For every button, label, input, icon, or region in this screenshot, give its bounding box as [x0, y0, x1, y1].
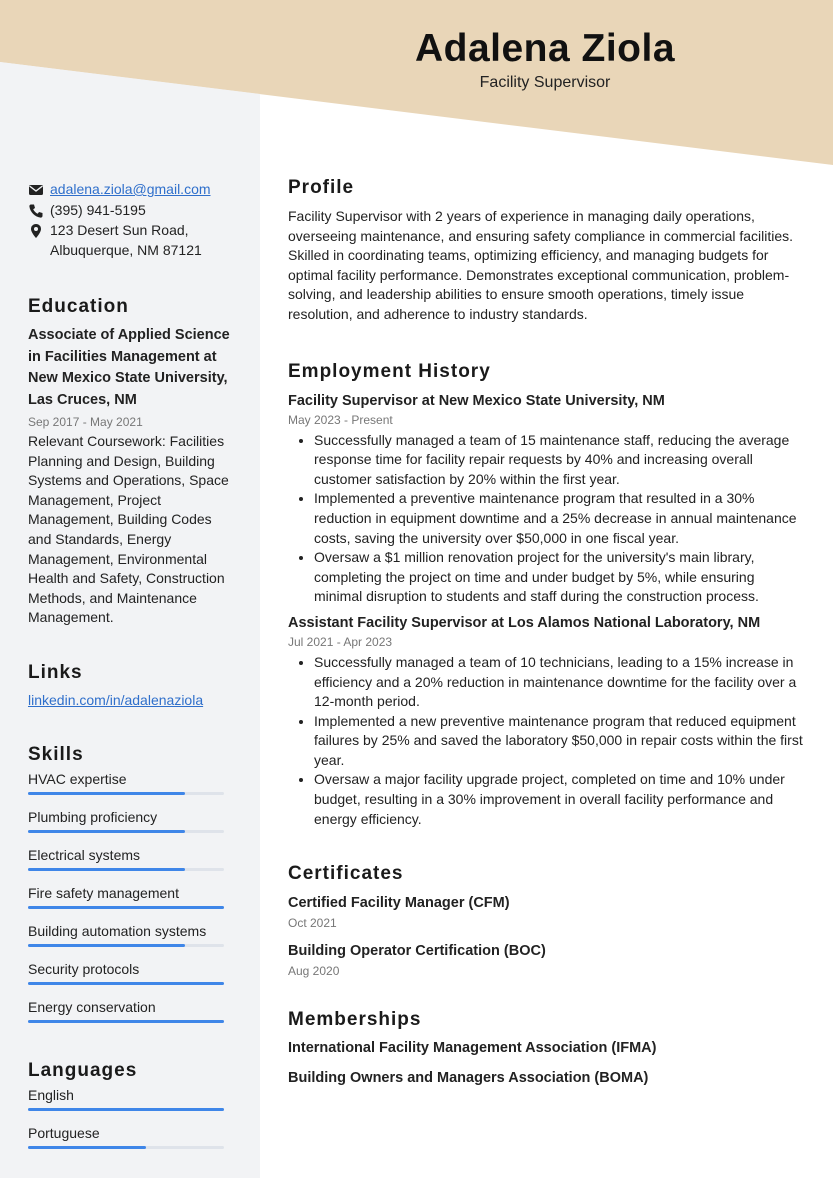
level-bar-track [28, 982, 224, 985]
level-bar-track [28, 830, 224, 833]
skill-label: Fire safety management [28, 884, 179, 901]
skill-label: Energy conservation [28, 998, 156, 1015]
level-bar-track [28, 944, 224, 947]
skill-label: Security protocols [28, 960, 140, 977]
linkedin-link[interactable]: linkedin.com/in/adalenaziola [28, 691, 204, 708]
level-bar-track [28, 1108, 224, 1111]
level-bar-fill [28, 830, 185, 833]
skills-list [28, 768, 233, 1034]
memberships-heading: Memberships [288, 1009, 422, 1031]
education-degree: Associate of Applied Science in Facilities Management at New Mexico State University, Las Cruces, NM [28, 327, 230, 408]
employment-heading: Employment History [288, 360, 491, 382]
level-bar-fill [28, 868, 185, 871]
job-bullet: • Successfully managed a team of 10 technicians, leading to a 15% increase in efficiency and a 20% reduction in maintenance downtime for the facility over a 12-month period. [314, 653, 803, 712]
membership-item: International Facility Management Association (IFMA) [288, 1040, 657, 1057]
level-bar-fill [28, 1146, 146, 1149]
level-bar-track [28, 1020, 224, 1023]
education-section [28, 296, 233, 628]
level-bar-fill [28, 1020, 224, 1023]
job-title: Assistant Facility Supervisor at Los Alamos National Laboratory, NM [288, 614, 761, 631]
level-bar-track [28, 1146, 224, 1149]
certificate-title: Building Operator Certification (BOC) [288, 943, 546, 960]
job-bullet: • Implemented a new preventive maintenance program that reduced equipment failures by 25% and saved the laboratory $50,000 in repair costs within the first year. [314, 712, 803, 771]
contact-phone [28, 201, 233, 221]
skill-item [28, 958, 233, 996]
resume-header [414, 26, 676, 92]
candidate-name: Adalena Ziola [414, 27, 676, 70]
level-bar-fill [28, 1108, 224, 1111]
envelope-icon [28, 182, 44, 198]
job-entry [288, 613, 803, 829]
level-bar-fill [28, 982, 224, 985]
certificate-entry [288, 893, 803, 932]
job-title: Facility Supervisor at New Mexico State University, NM [288, 392, 665, 409]
job-bullet: • Implemented a preventive maintenance program that resulted in a 30% reduction in equipment downtime and a 25% decrease in annual maintenance costs, saving the university over $50,000 in one fiscal year. [314, 489, 803, 548]
job-entry [288, 391, 803, 607]
membership-list [288, 1038, 803, 1088]
skill-item [28, 920, 233, 958]
profile-section [288, 176, 803, 325]
languages-heading: Languages [28, 1059, 138, 1081]
main-column [288, 176, 803, 1088]
skill-item [28, 882, 233, 920]
job-list [288, 391, 803, 830]
skills-heading: Skills [28, 743, 84, 765]
certificates-heading: Certificates [288, 863, 404, 885]
education-heading: Education [28, 296, 129, 317]
profile-text: Facility Supervisor with 2 years of experience in managing daily operations, overseeing maintenance, and ensuring safety compliance in commercial facilities. Skilled in coordinating teams, optimizing efficiency, and managing budgets for optimal facility performance. Demonstrates exceptional communication, problem-solving, and leadership abilities to ensure smooth operations, timely issue resolution, and adherence to industry standards. [288, 208, 794, 322]
phone-number: (395) 941-5195 [50, 201, 146, 218]
language-item [28, 1122, 233, 1160]
profile-heading: Profile [288, 177, 355, 198]
skill-item [28, 768, 233, 806]
level-bar-fill [28, 944, 185, 947]
contact-block [28, 180, 233, 260]
skill-item [28, 806, 233, 844]
candidate-title: Facility Supervisor [479, 74, 611, 91]
contact-email [28, 180, 233, 200]
level-bar-track [28, 868, 224, 871]
education-dates: Sep 2017 - May 2021 [28, 415, 143, 429]
certificate-entry [288, 941, 803, 980]
level-bar-track [28, 792, 224, 795]
sidebar [28, 180, 233, 1160]
job-dates: May 2023 - Present [288, 412, 393, 427]
certificate-list [288, 893, 803, 980]
job-bullets [288, 431, 803, 607]
email-link[interactable]: adalena.ziola@gmail.com [50, 181, 211, 197]
skill-label: Plumbing proficiency [28, 808, 158, 825]
phone-icon [28, 203, 44, 219]
job-dates: Jul 2021 - Apr 2023 [288, 634, 393, 649]
job-bullets [288, 653, 803, 829]
address [50, 221, 202, 260]
language-item [28, 1084, 233, 1122]
certificates-section [288, 862, 803, 980]
language-label: Portuguese [28, 1124, 100, 1141]
links-section [28, 662, 233, 710]
languages-list [28, 1084, 233, 1160]
certificate-date: Aug 2020 [288, 964, 340, 979]
address-line1: 123 Desert Sun Road, [50, 222, 189, 238]
skills-section [28, 744, 233, 1034]
language-label: English [28, 1086, 74, 1103]
memberships-section [288, 1008, 803, 1088]
skill-label: HVAC expertise [28, 770, 127, 787]
level-bar-fill [28, 906, 224, 909]
job-bullet: • Successfully managed a team of 15 maintenance staff, reducing the average response time for facility repair requests by 40% and increasing overall customer satisfaction by 20% within the first year. [314, 431, 803, 490]
employment-section [288, 360, 803, 830]
skill-label: Electrical systems [28, 846, 141, 863]
languages-section [28, 1060, 233, 1160]
certificate-date: Oct 2021 [288, 916, 337, 931]
skill-item [28, 996, 233, 1034]
education-coursework: Relevant Coursework: Facilities Planning and Design, Building Systems and Operations, Space Management, Project Management, Building Codes and Standards, Energy Management, Environmental Health and Safety, Construction Methods, and Maintenance Management. [28, 433, 229, 626]
level-bar-track [28, 906, 224, 909]
membership-item: Building Owners and Managers Association (BOMA) [288, 1070, 649, 1087]
skill-item [28, 844, 233, 882]
location-pin-icon [28, 223, 44, 239]
contact-address [28, 221, 233, 260]
links-heading: Links [28, 661, 83, 683]
job-bullet: • Oversaw a $1 million renovation project for the university's main library, completing the project on time and under budget by 5%, while ensuring minimal disruption to students and staff during the construction process. [314, 548, 803, 607]
skill-label: Building automation systems [28, 922, 207, 939]
level-bar-fill [28, 792, 185, 795]
address-line2: Albuquerque, NM 87121 [50, 241, 202, 258]
certificate-title: Certified Facility Manager (CFM) [288, 895, 510, 912]
job-bullet: • Oversaw a major facility upgrade project, completed on time and 10% under budget, resulting in a 30% improvement in overall facility performance and energy efficiency. [314, 770, 803, 829]
